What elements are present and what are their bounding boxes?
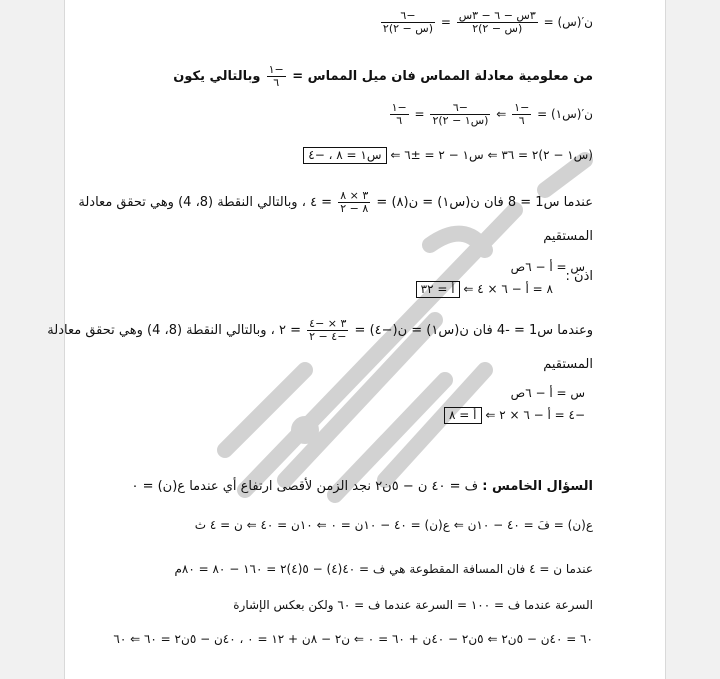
- fraction: $\frac{\text{٣س − ٦ − ٣س}}{\text{(س − ٢)٢}}$: [458, 9, 536, 35]
- fraction: $\frac{-١}{٦}$: [268, 63, 284, 89]
- fraction: $\frac{-١}{٦}$: [391, 101, 407, 127]
- document-page: [47, 0, 666, 679]
- line-equation: س = أ − ٦ص: [510, 260, 585, 274]
- fraction: $\frac{-٦}{\text{(س − ٢)٢}}$: [382, 9, 433, 35]
- quadratic-line: ٦٠ = ٤٠ن − ٥ن٢ ⇐ ٥ن٢ − ٤٠ن + ٦٠ = ٠ ⇐ ن٢ − ٨ن + ١٢ = ٠ ، ٤٠ن − ٥ن٢ = ٦٠ ⇐ ٦٠: [113, 632, 593, 646]
- line-equation: س = أ − ٦ص: [510, 386, 585, 400]
- boxed-result: أ = ٣٢: [416, 281, 460, 298]
- continuation-line: المستقيم: [543, 357, 593, 372]
- label-then: اذن :: [565, 269, 593, 284]
- case-one-line: عندما س1 = 8 فان ن(س١) = ن(٨) = $\frac{٣ \times ٨}{٨ - ٢}$ = ٤ ، وبالتالي النقطة (8، 4) وهي تحقق معادلة: [78, 189, 593, 215]
- question-five-line: السؤال الخامس : ف = ٤٠ ن − ٥ن٢ نجد الزمن لأقصى ارتفاع أي عندما ع(ن) = ٠: [131, 479, 593, 494]
- solve-line: (س١ − ٢)٢ = ٣٦ ⇐ س١ − ٢ = ±٦ ⇐ س١ = ٨ ، −٤: [303, 146, 593, 164]
- distance-line: عندما ن = ٤ فان المسافة المقطوعة هي ف = ٤٠(٤) − ٥(٤)٢ = ١٦٠ − ٨٠ = ٨٠م: [174, 562, 593, 576]
- fraction: $\frac{-١}{٦}$: [514, 101, 530, 127]
- result-a-line: ٨ = أ − ٦ × ٤ ⇐ أ = ٣٢: [416, 280, 553, 298]
- derivative-line: ن′(س) = $\frac{\text{٣س − ٦ − ٣س}}{\text{(س − ٢)٢}}$ = $\frac{-٦}{\text{(س − ٢)٢}}$: [382, 9, 593, 35]
- boxed-result: س١ = ٨ ، −٤: [303, 147, 386, 164]
- fraction: $\frac{٣ \times ٨}{٨ - ٢}$: [340, 189, 369, 215]
- fraction: $\frac{٣ \times -٤}{-٤ - ٢}$: [309, 317, 347, 343]
- continuation-line: المستقيم: [543, 229, 593, 244]
- case-two-line: وعندما س1 = -4 فان ن(س١) = ن(−٤) = $\frac{٣ \times -٤}{-٤ - ٢}$ = ٢ ، وبالتالي النقطة (8، 4) وهي تحقق معادلة: [47, 317, 593, 343]
- boxed-result: أ = ٨: [444, 407, 481, 424]
- fraction: $\frac{-٦}{\text{(س١ − ٢)٢}}$: [432, 101, 489, 127]
- velocity-line: ع(ن) = فَ = ٤٠ − ١٠ن ⇐ ع(ن) = ٤٠ − ١٠ن = ٠ ⇐ ١٠ن = ٤٠ ⇐ ن = ٤ ث: [194, 518, 593, 532]
- speed-line: السرعة عندما ف = ١٠٠ = السرعة عندما ف = ٦٠ ولكن بعكس الإشارة: [233, 598, 593, 612]
- result-a-line: −٤ = أ − ٦ × ٢ ⇐ أ = ٨: [444, 406, 585, 424]
- slope-equation-line: ن′(س١) = $\frac{-١}{٦}$ ⇐ $\frac{-٦}{\text{(س١ − ٢)٢}}$ = $\frac{-١}{٦}$: [391, 101, 593, 127]
- tangent-slope-line: من معلومية معادلة المماس فان ميل المماس = $\frac{-١}{٦}$ وبالتالي يكون: [173, 63, 593, 89]
